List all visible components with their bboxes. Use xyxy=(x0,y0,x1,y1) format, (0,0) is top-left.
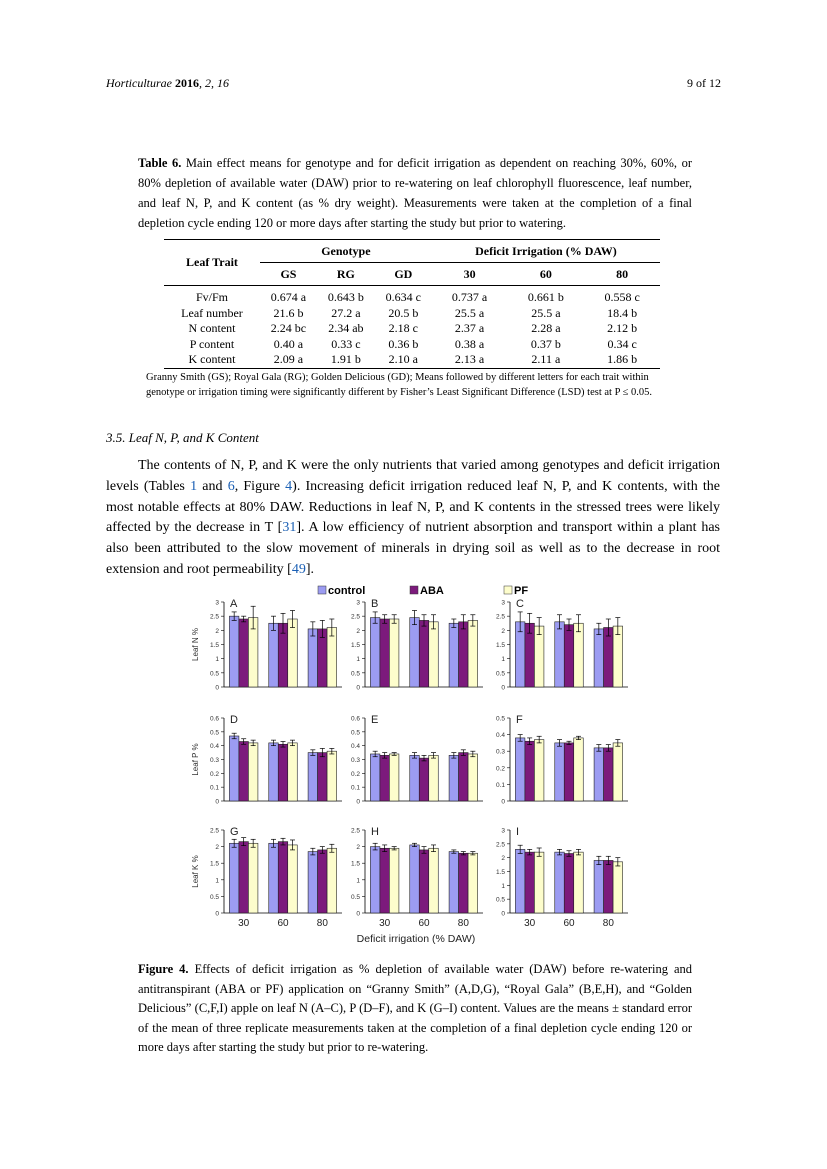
bar-control xyxy=(370,847,380,913)
y-tick-label: 0.6 xyxy=(350,715,360,723)
y-tick-label: 0.5 xyxy=(350,893,360,901)
bar-control xyxy=(594,860,604,913)
y-tick-label: 0.2 xyxy=(495,765,505,773)
table-caption-label: Table 6. xyxy=(138,156,182,170)
x-axis-title: Deficit irrigation (% DAW) xyxy=(356,933,476,945)
x-tick-label: 30 xyxy=(238,918,250,929)
bar-aba xyxy=(459,853,469,913)
legend-label-control: control xyxy=(328,585,366,597)
y-tick-label: 0.5 xyxy=(350,670,360,678)
y-tick-label: 1 xyxy=(501,882,505,890)
y-tick-label: 0.3 xyxy=(495,748,505,756)
table-cell: 2.11 a xyxy=(507,352,584,368)
table-cell: 2.37 a xyxy=(454,321,485,335)
figure-caption-label: Figure 4. xyxy=(138,962,189,976)
table-row xyxy=(164,337,660,353)
bar-pf xyxy=(468,620,478,687)
data-table xyxy=(164,239,660,369)
y-tick-label: 2 xyxy=(501,627,505,635)
row-label: K content xyxy=(164,352,260,368)
table-cell: 0.661 b xyxy=(527,290,564,304)
table-cell: 2.09 a xyxy=(260,352,317,368)
table-cell: 2.28 a xyxy=(531,321,561,335)
panel-letter-d: D xyxy=(230,714,238,726)
y-tick-label: 0 xyxy=(356,910,360,918)
bar-pf xyxy=(613,862,623,913)
y-tick-label: 3 xyxy=(356,599,360,607)
y-tick-label: 0.2 xyxy=(350,770,360,778)
bar-pf xyxy=(248,843,258,913)
y-tick-label: 1.5 xyxy=(209,860,219,868)
bar-control xyxy=(410,845,420,913)
y-tick-label: 0.1 xyxy=(495,781,505,789)
y-tick-label: 1.5 xyxy=(495,869,505,876)
y-tick-label: 3 xyxy=(215,599,219,607)
legend-swatch-aba xyxy=(410,586,418,594)
paragraph-text: ]. A low efficiency of nutrient absorption and transport within a plant has also been attributed to the slow movement of minerals in drying soil as well as to the decrease in root extension and root permeability [ xyxy=(106,520,720,577)
panel-letter-b: B xyxy=(371,598,379,610)
table-cell: 1.86 b xyxy=(584,352,660,368)
y-tick-label: 2.5 xyxy=(209,827,219,835)
panel-letter-e: E xyxy=(371,714,379,726)
trait-header: Leaf Trait xyxy=(164,240,260,286)
bar-control xyxy=(410,618,420,687)
paragraph-text: ). Increasing deficit irrigation reduced leaf N, P, and K contents, with the most notable effects at 80% DAW. Reductions in leaf N, P, and K contents in the stressed trees were likely affected by the decrease in T [ xyxy=(106,478,720,536)
x-tick-label: 80 xyxy=(316,918,328,929)
table-cell: 2.10 a xyxy=(375,352,432,368)
x-tick-label: 60 xyxy=(418,918,430,929)
y-tick-label: 0 xyxy=(215,798,219,806)
page-number: 9 of 12 xyxy=(687,76,721,90)
bar-aba xyxy=(564,854,574,913)
table-cell: 0.40 a xyxy=(273,336,304,351)
y-tick-label: 1.5 xyxy=(209,642,219,649)
y-tick-label: 0 xyxy=(356,798,360,806)
column-header: GS xyxy=(260,263,317,286)
table-cell: 27.2 a xyxy=(331,305,361,320)
bar-aba xyxy=(419,850,429,913)
table-cell: 2.12 b xyxy=(607,321,638,335)
bar-pf xyxy=(327,628,337,688)
x-tick-label: 80 xyxy=(457,918,469,929)
paragraph-text: , Figure xyxy=(234,478,286,494)
group-header-irrigation: Deficit Irrigation (% DAW) xyxy=(432,240,660,263)
bar-control xyxy=(269,743,279,801)
y-tick-label: 0 xyxy=(501,798,505,806)
y-tick-label: 0.1 xyxy=(350,784,360,792)
table-caption-text: Main effect means for genotype and for deficit irrigation as dependent on reaching 30%, 60%, or 80% depletion of available water (DAW) prior to re-watering on leaf chlorophyll fluorescence, leaf number, and leaf N, P, and K content (as % dry weight). Measurements were taken at the completion of a final depletion cycle ending 120 or more days after starting the study but prior to watering. xyxy=(138,156,692,230)
table-cell: 2.13 a xyxy=(432,352,508,368)
table-cell: 0.634 c xyxy=(385,290,421,304)
table-cell: 0.558 c xyxy=(604,290,640,304)
y-tick-label: 2 xyxy=(215,627,219,635)
legend-swatch-control xyxy=(318,586,326,594)
y-tick-label: 0.5 xyxy=(495,896,505,904)
figure-caption-text: Effects of deficit irrigation as % depletion of available water (DAW) before re-watering and antitranspirant (ABA or PF) application on “Granny Smith” (A,D,G), “Royal Gala” (B,E,H), and “Golden Delicious” (C,F,I) apple on leaf N (A–C), P (D–F), and K (G–I) content. Values are the means ± standard error of the mean of three replicate measurements taken at the completion of a final depletion cycle ending 120 or more days after starting the study but prior to re-watering. xyxy=(138,962,693,1054)
bar-aba xyxy=(278,842,288,913)
bar-control xyxy=(555,622,565,687)
table-cell: 0.737 a xyxy=(451,290,488,304)
bar-aba xyxy=(380,755,390,801)
journal-name: Horticulturae xyxy=(106,76,172,90)
journal-year: 2016 xyxy=(175,76,199,90)
bar-pf xyxy=(288,743,298,801)
x-tick-label: 30 xyxy=(379,918,391,929)
table-row xyxy=(164,352,660,368)
y-tick-label: 1 xyxy=(356,877,360,885)
bar-control xyxy=(515,849,525,913)
row-label: Leaf number xyxy=(181,305,243,320)
bar-control xyxy=(308,753,318,801)
paragraph-text: ]. xyxy=(305,561,315,577)
y-tick-label: 2.5 xyxy=(495,841,505,849)
bar-pf xyxy=(429,848,439,913)
legend-label-pf: PF xyxy=(514,585,529,597)
bar-pf xyxy=(534,740,544,801)
column-header: 30 xyxy=(432,263,508,286)
bar-control xyxy=(229,616,239,687)
bar-aba xyxy=(239,742,249,801)
bar-pf xyxy=(248,743,258,801)
bar-control xyxy=(370,754,380,801)
table-cell: 0.34 c xyxy=(607,336,637,351)
bar-control xyxy=(229,736,239,801)
y-tick-label: 0.6 xyxy=(209,715,219,723)
table-cell: 21.6 b xyxy=(273,305,304,320)
column-header: 60 xyxy=(507,263,584,286)
table-cell: 0.643 b xyxy=(327,290,364,304)
table-cell: 2.18 c xyxy=(388,321,418,335)
y-tick-label: 2.5 xyxy=(350,827,360,835)
table-link[interactable]: 1 xyxy=(190,478,198,494)
y-tick-label: 0 xyxy=(215,684,219,692)
figure-4-chart-grid xyxy=(186,582,646,952)
bar-aba xyxy=(380,848,390,913)
y-tick-label: 1.5 xyxy=(350,860,360,868)
panel-letter-a: A xyxy=(230,598,238,610)
y-tick-label: 2 xyxy=(215,844,219,852)
bar-control xyxy=(308,852,318,913)
x-tick-label: 80 xyxy=(602,918,614,929)
table-cell: 18.4 b xyxy=(607,305,638,320)
table-cell: 0.38 a xyxy=(454,336,485,351)
panel-letter-f: F xyxy=(516,714,523,726)
bar-control xyxy=(594,629,604,687)
bar-pf xyxy=(389,754,399,801)
table-row xyxy=(164,286,660,306)
reference-link[interactable]: 49 xyxy=(291,561,306,577)
y-tick-label: 0.4 xyxy=(350,743,360,751)
table-cell: 0.674 a xyxy=(270,290,307,304)
y-tick-label: 0.5 xyxy=(209,729,219,737)
y-tick-label: 0.1 xyxy=(209,784,219,792)
bar-pf xyxy=(429,755,439,801)
table-link[interactable]: 6 xyxy=(227,478,235,494)
table-cell: 0.36 b xyxy=(388,336,419,351)
table-cell: 25.5 a xyxy=(454,305,485,320)
bar-pf xyxy=(389,848,399,913)
paragraph-text: The contents of N, P, and K were the only nutrients that varied among genotypes and deficit irrigation levels (Tables xyxy=(106,458,720,494)
bar-aba xyxy=(604,748,614,801)
bar-control xyxy=(449,755,459,801)
running-header-journal xyxy=(106,76,229,91)
bar-pf xyxy=(288,619,298,687)
bar-pf xyxy=(429,622,439,687)
bar-control xyxy=(594,748,604,801)
table-cell: 2.24 bc xyxy=(270,321,307,335)
y-tick-label: 0 xyxy=(501,684,505,692)
column-header: RG xyxy=(317,263,375,286)
bar-control xyxy=(229,843,239,913)
bar-aba xyxy=(604,628,614,688)
y-tick-label: 3 xyxy=(501,827,505,835)
bar-aba xyxy=(419,758,429,801)
bar-aba xyxy=(604,860,614,913)
y-tick-label: 0.5 xyxy=(350,729,360,737)
y-tick-label: 0.5 xyxy=(209,893,219,901)
table-footnote: Granny Smith (GS); Royal Gala (RG); Golden Delicious (GD); Means followed by different letters for each trait within genotype or irrigation timing were significantly different by Fisher’s Least Significant Difference (LSD) test at P ≤ 0.05. xyxy=(146,372,653,398)
panel-letter-i: I xyxy=(516,826,520,838)
y-tick-label: 0.4 xyxy=(209,743,219,751)
bar-pf xyxy=(389,619,399,687)
y-tick-label: 0 xyxy=(356,684,360,692)
section-heading: 3.5. Leaf N, P, and K Content xyxy=(106,430,259,445)
y-tick-label: 1 xyxy=(356,656,360,664)
bar-aba xyxy=(380,619,390,687)
y-tick-label: 0.4 xyxy=(495,732,505,740)
bar-pf xyxy=(534,852,544,913)
bar-control xyxy=(449,852,459,913)
y-tick-label: 0.5 xyxy=(209,670,219,678)
y-tick-label: 1.5 xyxy=(350,642,360,649)
bar-aba xyxy=(318,850,328,913)
group-header-genotype: Genotype xyxy=(260,240,432,263)
table-cell: 0.37 b xyxy=(530,336,561,351)
x-tick-label: 30 xyxy=(524,918,536,929)
y-axis-label: Leaf K % xyxy=(191,855,200,888)
figure-link[interactable]: 4 xyxy=(285,478,293,494)
bar-pf xyxy=(574,738,584,801)
row-label: P content xyxy=(189,336,235,351)
figure-caption xyxy=(138,960,692,1058)
bar-pf xyxy=(288,845,298,913)
table-cell: 0.33 c xyxy=(331,336,361,351)
bar-pf xyxy=(534,626,544,687)
x-tick-label: 60 xyxy=(277,918,289,929)
y-tick-label: 2 xyxy=(501,855,505,863)
legend-label-aba: ABA xyxy=(420,585,444,597)
y-tick-label: 1 xyxy=(215,656,219,664)
y-tick-label: 2 xyxy=(356,844,360,852)
y-tick-label: 0 xyxy=(501,910,505,918)
table-caption xyxy=(138,153,692,233)
y-axis-label: Leaf P % xyxy=(191,743,200,776)
y-tick-label: 1.5 xyxy=(495,642,505,649)
body-paragraph xyxy=(106,456,720,581)
table-cell: 1.91 b xyxy=(317,352,375,368)
bar-aba xyxy=(564,625,574,687)
panel-letter-c: C xyxy=(516,598,524,610)
bar-pf xyxy=(574,852,584,913)
reference-link[interactable]: 31 xyxy=(282,520,297,536)
bar-control xyxy=(269,623,279,687)
table-row xyxy=(164,321,660,337)
bar-control xyxy=(449,623,459,687)
y-tick-label: 0.5 xyxy=(495,670,505,678)
y-tick-label: 0.2 xyxy=(209,770,219,778)
bar-pf xyxy=(468,754,478,801)
bar-aba xyxy=(239,842,249,913)
y-tick-label: 0.3 xyxy=(350,757,360,764)
bar-pf xyxy=(613,743,623,801)
panel-letter-g: G xyxy=(230,826,239,838)
bar-control xyxy=(370,618,380,687)
bar-control xyxy=(410,755,420,801)
row-label: Fv/Fm xyxy=(195,290,228,304)
y-tick-label: 0.5 xyxy=(495,715,505,723)
bar-aba xyxy=(278,744,288,801)
table-cell: 25.5 a xyxy=(531,305,561,320)
bar-pf xyxy=(327,848,337,913)
bar-control xyxy=(555,743,565,801)
column-header: 80 xyxy=(584,263,660,286)
panel-letter-h: H xyxy=(371,826,379,838)
x-tick-label: 60 xyxy=(563,918,575,929)
bar-control xyxy=(308,629,318,687)
journal-volume: , 2, 16 xyxy=(199,76,229,90)
table-cell: 2.34 ab xyxy=(328,321,364,335)
bar-pf xyxy=(327,751,337,801)
bar-aba xyxy=(525,741,535,801)
bar-aba xyxy=(459,753,469,801)
y-tick-label: 1 xyxy=(501,656,505,664)
column-header: GD xyxy=(375,263,432,286)
legend-swatch-pf xyxy=(504,586,512,594)
y-tick-label: 2.5 xyxy=(495,613,505,621)
bar-aba xyxy=(459,622,469,687)
y-tick-label: 0 xyxy=(215,910,219,918)
bar-aba xyxy=(564,743,574,801)
y-tick-label: 2.5 xyxy=(350,613,360,621)
y-axis-label: Leaf N % xyxy=(191,628,200,661)
bar-aba xyxy=(239,619,249,687)
bar-pf xyxy=(613,626,623,687)
y-tick-label: 0.3 xyxy=(209,757,219,764)
y-tick-label: 1 xyxy=(215,877,219,885)
bar-control xyxy=(515,738,525,801)
bar-aba xyxy=(318,753,328,801)
table-row xyxy=(164,306,660,322)
row-label: N content xyxy=(188,321,236,335)
y-tick-label: 2.5 xyxy=(209,613,219,621)
y-tick-label: 2 xyxy=(356,627,360,635)
bar-pf xyxy=(574,623,584,687)
y-tick-label: 3 xyxy=(501,599,505,607)
bar-pf xyxy=(468,853,478,913)
paragraph-text: and xyxy=(197,478,228,494)
bar-control xyxy=(269,843,279,913)
bar-control xyxy=(555,852,565,913)
bar-aba xyxy=(525,852,535,913)
bar-aba xyxy=(419,620,429,687)
table-cell: 20.5 b xyxy=(388,305,419,320)
